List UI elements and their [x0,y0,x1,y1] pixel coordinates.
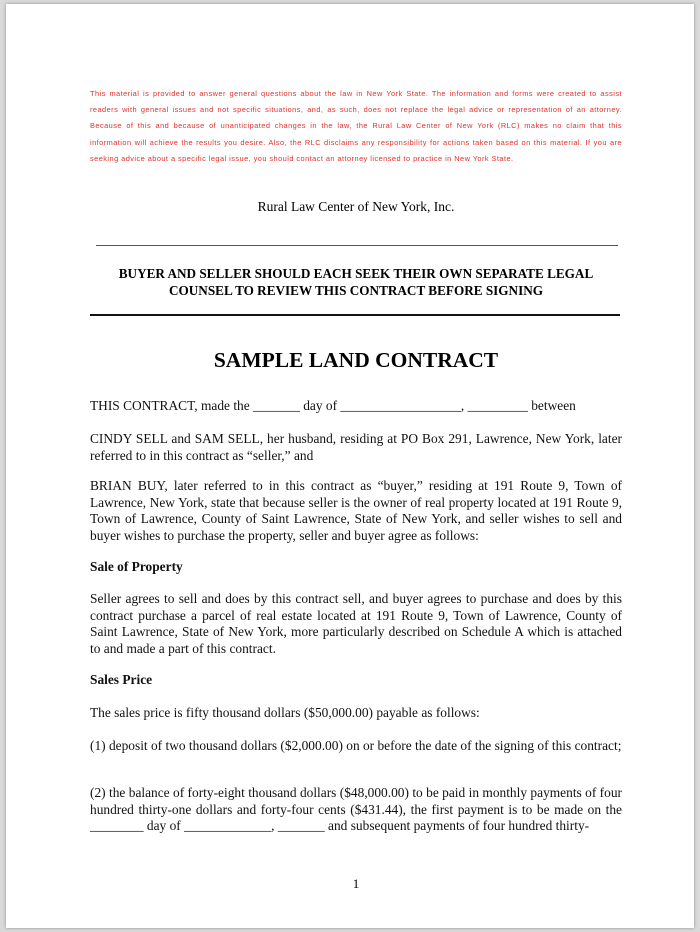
payment-item-1: (1) deposit of two thousand dollars ($2,000.00) on or before the date of the signing of this contract; [90,738,622,753]
bottom-divider [90,314,620,316]
organization-name: Rural Law Center of New York, Inc. [257,199,455,214]
document-page [6,4,694,928]
sale-of-property-paragraph: Seller agrees to sell and does by this contract sell, and buyer agrees to purchase and does by this contract purchase a parcel of real estate located at 191 Route 9, Town of Lawrence, County of Saint Lawrence, State of New York, more particularly described on Schedule A which is attached to and made a part of this contract. [90,591,622,656]
legal-counsel-warning [90,266,622,299]
seller-paragraph: CINDY SELL and SAM SELL, her husband, residing at PO Box 291, Lawrence, New York, later referred to in this contract as “seller,” and [90,431,622,463]
warning-line-1: BUYER AND SELLER SHOULD EACH SEEK THEIR OWN SEPARATE LEGAL [118,266,594,281]
warning-line-2: COUNSEL TO REVIEW THIS CONTRACT BEFORE SIGNING [168,282,543,298]
contract-opening: THIS CONTRACT, made the _______ day of __________________, _________ between [90,398,576,413]
buyer-paragraph: BRIAN BUY, later referred to in this contract as “buyer,” residing at 191 Route 9, Town of Lawrence, New York, state that because seller is the owner of real property located at 191 Route 9, Town of Lawrence, County of Saint Lawrence, State of New York, and seller wishes to sell and buyer wishes to purchase the property, seller and buyer agree as follows: [90,478,622,543]
disclaimer-text: This material is provided to answer general questions about the law in New York State. The information and forms were created to assist readers with general issues and not specific situations, and, as such, does not replace the legal advice or representation of an attorney. Because of this and because of unanticipated changes in the law, the Rural Law Center of New York (RLC) makes no claim that this information will achieve the results you desire. Also, the RLC disclaims any responsibility for actions taken based on this material. If you are seeking advice about a specific legal issue, you should contact an attorney licensed to practice in New York State. [90,89,622,163]
top-divider [96,245,618,246]
page-number: 1 [352,876,360,891]
page-title: SAMPLE LAND CONTRACT [213,348,499,372]
sales-price-paragraph: The sales price is fifty thousand dollars ($50,000.00) payable as follows: [90,705,480,720]
sale-of-property-heading: Sale of Property [90,559,183,574]
sales-price-heading: Sales Price [90,672,153,687]
payment-item-2: (2) the balance of forty-eight thousand dollars ($48,000.00) to be paid in monthly payments of four hundred thirty-one dollars and forty-four cents ($431.44), the first payment is to be made on the ________ day of _____________, _______ and subsequent payments of four hundred thirty- [90,785,622,834]
